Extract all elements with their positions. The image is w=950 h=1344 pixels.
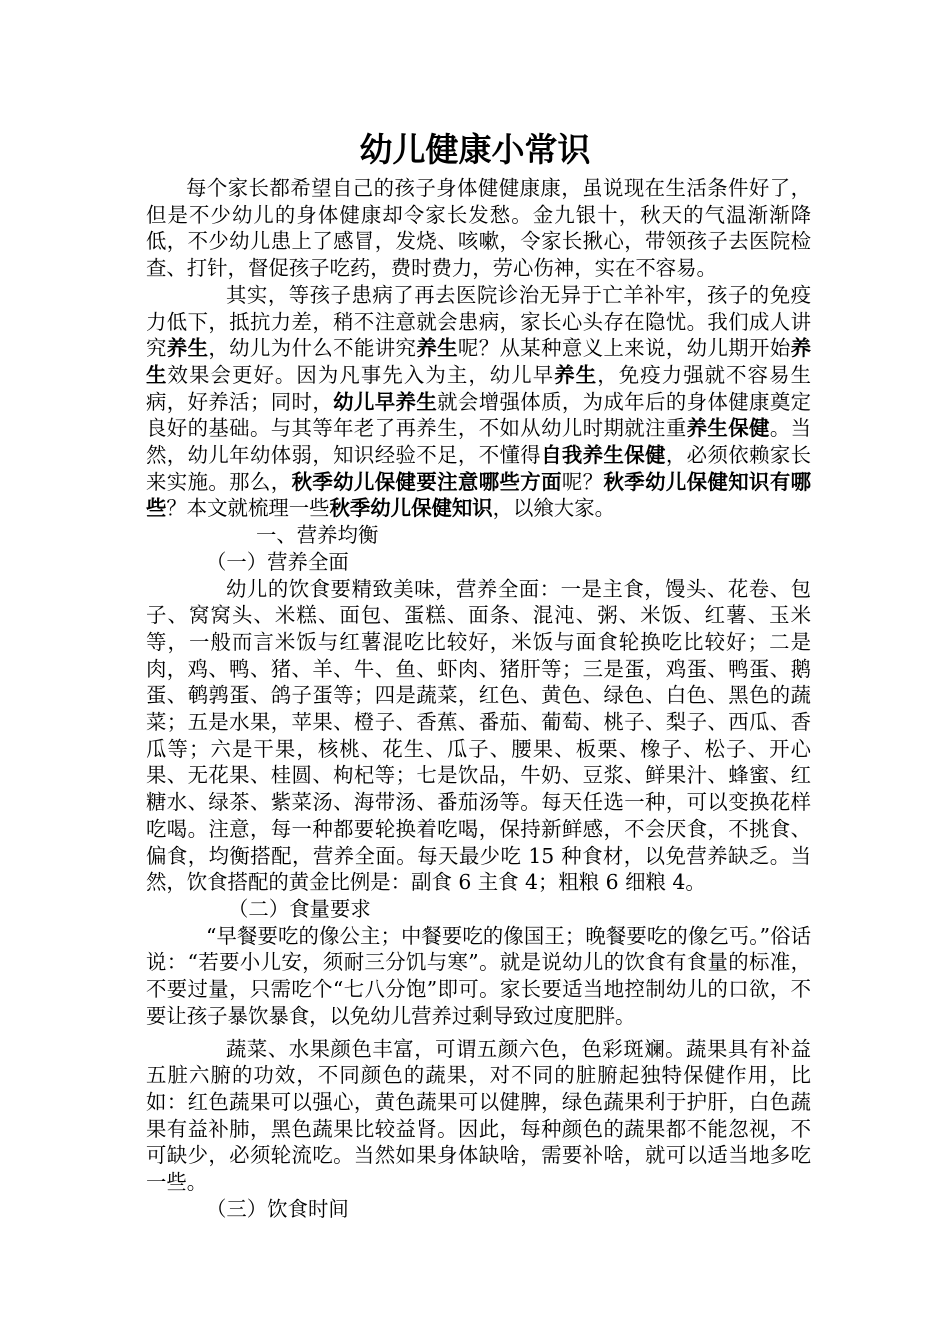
document-title: 幼儿健康小常识 — [359, 130, 591, 169]
bold-keyword: 养生 — [166, 336, 209, 361]
intro-paragraph: 每个家长都希望自己的孩子身体健健康康，虽说现在生活条件好了，但是不少幼儿的身体健康却令家长发愁。金九银十，秋天的气温渐渐降低，不少幼儿患上了感冒，发烧、咳嗽，令家长揪心，带领孩子去医院检查、打针，督促孩子吃药，费时费力，劳心伤神，实在不容易。 — [146, 176, 811, 281]
text-run: 其实，等孩子患病了再去医院诊治无异于亡羊补牢，孩子的免疫力低下，抵抗力差，稍不注意就会患病，家长心头存在隐忧。我们成人讲究 — [146, 282, 811, 361]
bold-keyword: 秋季幼儿保健知识有哪些 — [146, 469, 812, 521]
section-heading-1: 一、营养均衡 — [256, 523, 379, 548]
text-run: 呢？从某种意义上来说，幼儿期开始 — [457, 336, 791, 361]
text-run: 效果会更好。因为凡事先入为主，幼儿早 — [167, 362, 555, 387]
text-run: 呢？ — [561, 469, 604, 494]
text-run: 就会增强体质，为成年后的身体健康奠定良好的基础。与其等年老了再养生，不如从幼儿时期就注重 — [146, 389, 812, 441]
bold-keyword: 养生保健 — [686, 416, 770, 441]
text-run: ，以飨大家。 — [492, 496, 615, 521]
text-run: ，必须依赖家长来实施。那么， — [146, 443, 812, 494]
bold-keyword: 秋季幼儿保健要注意哪些方面 — [291, 469, 562, 494]
paragraph-food-amount: “早餐要吃的像公主；中餐要吃的像国王；晚餐要吃的像乞丐。”俗话说：“若要小儿安，须耐三分饥与寒”。就是说幼儿的饮食有食量的标准，不要过量，只需吃个“七八分饱”即可。家长要适当地控制幼儿的口欲，不要让孩子暴饮暴食，以免幼儿营养过剩导致过度肥胖。 — [146, 923, 811, 1028]
document-body — [146, 175, 811, 1222]
paragraph-yangsheng — [146, 282, 811, 522]
bold-keyword: 自我养生保健 — [541, 443, 666, 468]
bold-keyword: 秋季幼儿保健知识 — [329, 496, 493, 521]
text-run: 。当然，幼儿年幼体弱，知识经验不足，不懂得 — [146, 416, 812, 468]
bold-keyword: 幼儿早养生 — [333, 389, 438, 414]
text-run: ？本文就梳理一些 — [166, 496, 330, 521]
subsection-heading-1: （一）营养全面 — [206, 549, 349, 574]
subsection-heading-2: （二）食量要求 — [228, 896, 371, 921]
bold-keyword: 养生 — [416, 336, 458, 361]
paragraph-nutrition: 幼儿的饮食要精致美味，营养全面：一是主食，馒头、花卷、包子、窝窝头、米糕、面包、蛋糕、面条、混沌、粥、米饭、红薯、玉米等，一般而言米饭与红薯混吃比较好，米饭与面食轮换吃比较好；二是肉，鸡、鸭、猪、羊、牛、鱼、虾肉、猪肝等；三是蛋，鸡蛋、鸭蛋、鹅蛋、鹌鹑蛋、鸽子蛋等；四是蔬菜，红色、黄色、绿色、白色、黑色的蔬菜；五是水果，苹果、橙子、香蕉、番茄、葡萄、桃子、梨子、西瓜、香瓜等；六是干果，核桃、花生、瓜子、腰果、板栗、橡子、松子、开心果、无花果、桂圆、枸杞等；七是饮品，牛奶、豆浆、鲜果汁、蜂蜜、红糖水、绿茶、紫菜汤、海带汤、番茄汤等。每天任选一种，可以变换花样吃喝。注意，每一种都要轮换着吃喝，保持新鲜感，不会厌食，不挑食、偏食，均衡搭配，营养全面。每天最少吃 15 种食材，以免营养缺乏。当然，饮食搭配的黄金比例是：副食 6 主食 4；粗粮 6 细粮 4。 — [146, 576, 811, 895]
bold-keyword: 养生 — [146, 336, 812, 387]
text-run: ，幼儿为什么不能讲究 — [208, 336, 417, 361]
bold-keyword: 养生 — [554, 362, 598, 387]
text-run: ，免疫力强就不容易生病，好养活；同时， — [146, 362, 812, 414]
subsection-heading-3: （三）饮食时间 — [206, 1196, 349, 1221]
paragraph-vegetables: 蔬菜、水果颜色丰富，可谓五颜六色，色彩斑斓。蔬果具有补益五脏六腑的功效，不同颜色的蔬果，对不同的脏腑起独特保健作用，比如：红色蔬果可以强心，黄色蔬果可以健脾，绿色蔬果利于护肝，白色蔬果有益补肺，黑色蔬果比较益肾。因此，每种颜色的蔬果都不能忽视，不可缺少，必须轮流吃。当然如果身体缺啥，需要补啥，就可以适当地多吃一些。 — [146, 1036, 811, 1195]
